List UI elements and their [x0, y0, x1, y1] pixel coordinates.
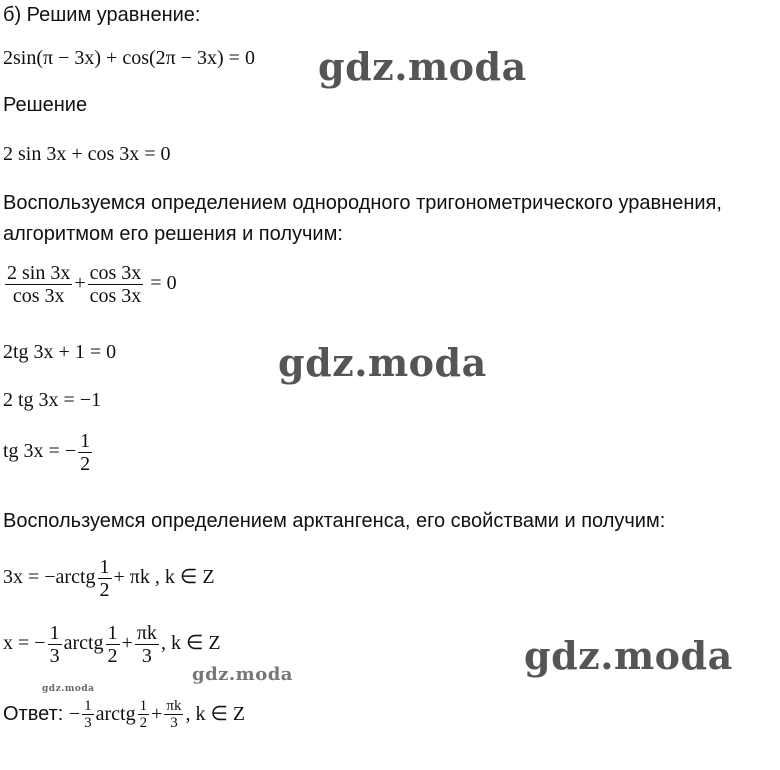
step-6-numerator: 1	[99, 556, 110, 578]
step-2-rhs: = 0	[150, 272, 177, 295]
step-3: 2tg 3x + 1 = 0	[3, 341, 117, 363]
answer-arg-denominator: 2	[139, 715, 148, 731]
step-6-denominator: 2	[99, 579, 110, 601]
answer-pik-fraction	[164, 698, 183, 731]
answer-minus: −	[68, 702, 81, 725]
answer-tail: , k ∈ Z	[185, 702, 246, 725]
step-7-arctg: arctg	[63, 632, 104, 655]
watermark-middle: gdz.moda	[278, 340, 487, 385]
answer-label: Ответ:	[3, 702, 64, 725]
watermark-top: gdz.moda	[318, 44, 527, 89]
task-header: б) Решим уравнение:	[3, 4, 201, 26]
explanation-2: Воспользуемся определением арктангенса, его свойствами и получим:	[3, 510, 666, 532]
step-5-fraction	[78, 430, 92, 475]
given-equation: 2sin(π − 3x) + cos(2π − 3x) = 0	[3, 47, 255, 69]
step-2	[3, 262, 177, 307]
answer-arg-fraction	[138, 698, 150, 731]
fraction-1	[5, 262, 72, 307]
answer-coef-numerator: 1	[84, 698, 92, 714]
step-7	[3, 622, 221, 667]
watermark-tiny: gdz.moda	[42, 684, 95, 694]
answer-line	[3, 698, 245, 731]
step-7-coef-denominator: 3	[49, 645, 60, 667]
answer-pik-numerator: πk	[166, 698, 182, 714]
step-7-pik-denominator: 3	[141, 645, 152, 667]
answer-pik-denominator: 3	[170, 715, 178, 731]
step-7-pik-numerator: πk	[136, 622, 157, 644]
step-7-plus: +	[121, 632, 133, 655]
step-7-arg-fraction	[106, 622, 120, 667]
watermark-bottom-right: gdz.moda	[524, 633, 733, 678]
step-6-tail: + πk , k ∈ Z	[113, 566, 215, 589]
step-7-arg-denominator: 2	[107, 645, 118, 667]
step-1: 2 sin 3x + cos 3x = 0	[3, 143, 171, 165]
plus-sign: +	[74, 272, 86, 295]
fraction-2-denominator: cos 3x	[89, 285, 142, 307]
step-4: 2 tg 3x = −1	[3, 389, 102, 411]
solution-label: Решение	[3, 94, 88, 116]
answer-arctg: arctg	[95, 702, 136, 725]
step-5	[3, 430, 94, 475]
fraction-2	[88, 262, 144, 307]
step-5-lhs: tg 3x = −	[3, 440, 77, 463]
step-6-lhs: 3x = −arctg	[3, 566, 96, 589]
step-7-arg-numerator: 1	[107, 622, 118, 644]
step-5-numerator: 1	[80, 430, 91, 452]
step-6	[3, 556, 215, 601]
answer-coef-fraction	[82, 698, 94, 731]
step-7-lhs: x = −	[3, 632, 46, 655]
step-7-coef-fraction	[48, 622, 62, 667]
fraction-1-denominator: cos 3x	[12, 285, 65, 307]
answer-plus: +	[151, 702, 163, 725]
step-7-pik-fraction	[135, 622, 159, 667]
step-5-denominator: 2	[80, 453, 91, 475]
explanation-1-line-1: Воспользуемся определением однородного тригонометрического уравнения,	[3, 192, 722, 214]
explanation-1-line-2: алгоритмом его решения и получим:	[3, 223, 343, 245]
step-6-fraction	[98, 556, 112, 601]
answer-coef-denominator: 3	[84, 715, 92, 731]
step-7-tail: , k ∈ Z	[160, 632, 221, 655]
step-7-coef-numerator: 1	[49, 622, 60, 644]
fraction-2-numerator: cos 3x	[89, 262, 142, 284]
answer-arg-numerator: 1	[139, 698, 148, 714]
fraction-1-numerator: 2 sin 3x	[7, 262, 71, 284]
watermark-small: gdz.moda	[192, 664, 293, 685]
